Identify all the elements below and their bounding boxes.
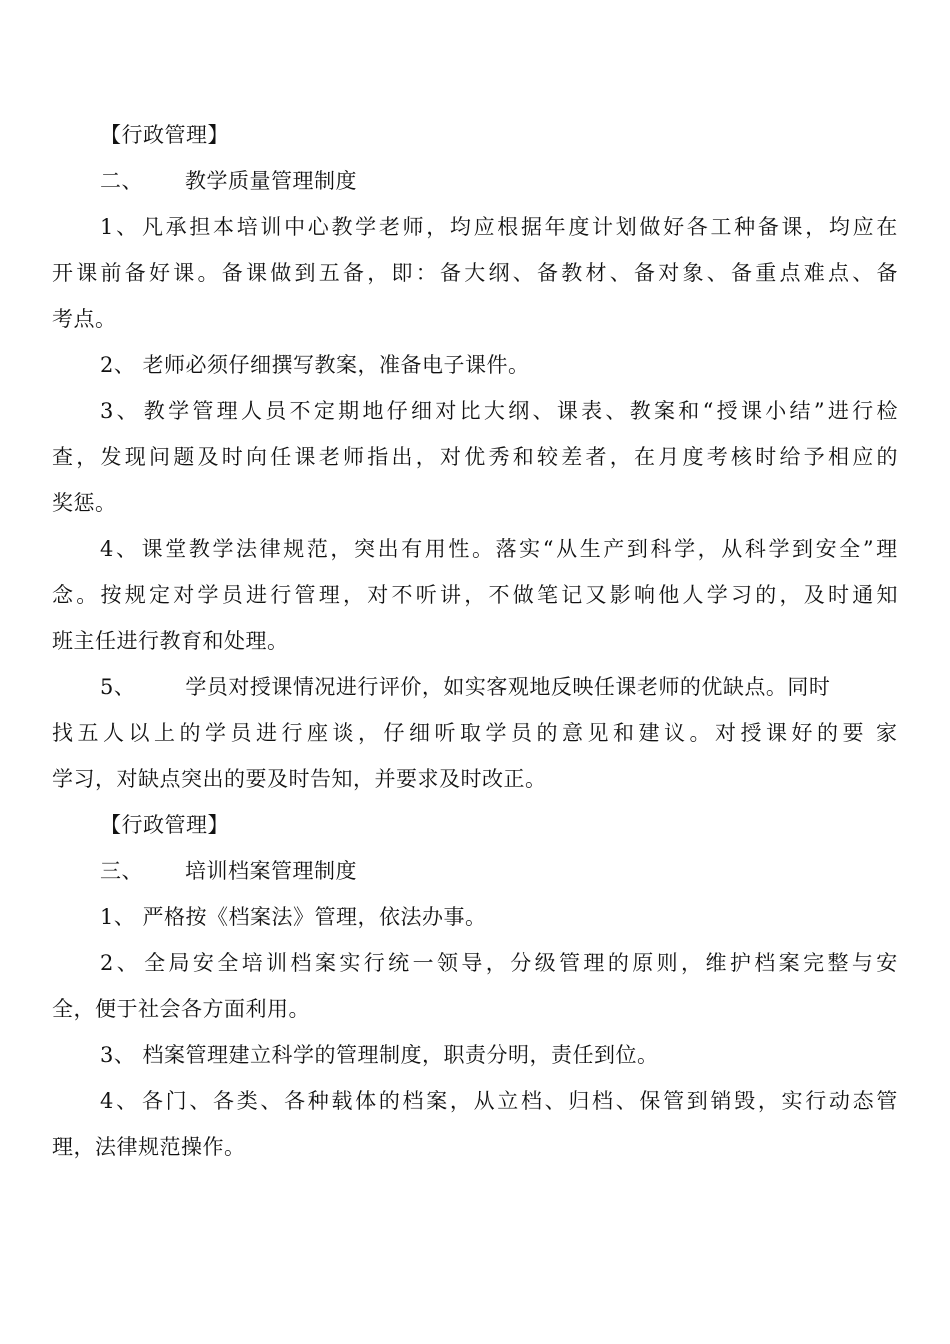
document-body [52,112,898,1170]
paragraph-line: 1、 严格按《档案法》管理，依法办事。 [100,905,487,929]
paragraph-line: 找 五 人 以 上 的 学 员 进 行 座 谈 ， 仔 细 听 取 学 员 的 意 见 和 建 议 。 对 授 课 好 的 要 家 [52,721,898,745]
section-heading [52,848,898,894]
paragraph-line: 考点。 [52,307,117,331]
paragraph-line: 4 、 课 堂 教 学 法 律 规 范 ， 突 出 有 用 性 。 落 实 “ 从 生 产 到 科 学 ， 从 科 学 到 安 全 ” 理 [100,537,898,561]
section-title: 培训档案管理制度 [185,859,357,883]
paragraph-line: 4 、 各 门 、 各 类 、 各 种 载 体 的 档 案 ， 从 立 档 、 归 档 、 保 管 到 销 毁 ， 实 行 动 态 管 [100,1089,898,1113]
paragraph-line: 1 、 凡 承 担 本 培 训 中 心 教 学 老 师 ， 均 应 根 据 年 度 计 划 做 好 各 工 种 备 课 ， 均 应 在 [100,215,898,239]
section-tag: 【行政管理】 [100,123,229,147]
paragraph-line: 3 、 教 学 管 理 人 员 不 定 期 地 仔 细 对 比 大 纲 、 课 表 、 教 案 和 “ 授 课 小 结 ” 进 行 检 [100,399,898,423]
section-title: 教学质量管理制度 [185,169,357,193]
section-number: 二、 [100,169,143,193]
section-heading [52,158,898,204]
section-number: 三、 [100,859,143,883]
paragraph-line: 奖惩。 [52,491,117,515]
item-text: 学员对授课情况进行评价，如实客观地反映任课老师的优缺点。同时 [185,675,831,699]
paragraph-line [52,664,898,710]
paragraph-line: 全，便于社会各方面利用。 [52,997,310,1021]
paragraph-line: 理，法律规范操作。 [52,1135,246,1159]
paragraph-line: 开 课 前 备 好 课 。 备 课 做 到 五 备 ， 即 ： 备 大 纲 、 备 教 材 、 备 对 象 、 备 重 点 难 点 、 备 [52,261,898,285]
paragraph-line: 2、 老师必须仔细撰写教案，准备电子课件。 [100,353,530,377]
paragraph-line: 班主任进行教育和处理。 [52,629,289,653]
paragraph-line: 学习，对缺点突出的要及时告知，并要求及时改正。 [52,767,547,791]
section-tag: 【行政管理】 [100,813,229,837]
paragraph-line: 3、 档案管理建立科学的管理制度，职责分明，责任到位。 [100,1043,659,1067]
paragraph-line: 念 。 按 规 定 对 学 员 进 行 管 理 ， 对 不 听 讲 ， 不 做 笔 记 又 影 响 他 人 学 习 的 ， 及 时 通 知 [52,583,898,607]
paragraph-line: 查 ， 发 现 问 题 及 时 向 任 课 老 师 指 出 ， 对 优 秀 和 较 差 者 ， 在 月 度 考 核 时 给 予 相 应 的 [52,445,898,469]
item-number: 5、 [100,675,136,699]
paragraph-line: 2 、 全 局 安 全 培 训 档 案 实 行 统 一 领 导 ， 分 级 管 理 的 原 则 ， 维 护 档 案 完 整 与 安 [100,951,898,975]
